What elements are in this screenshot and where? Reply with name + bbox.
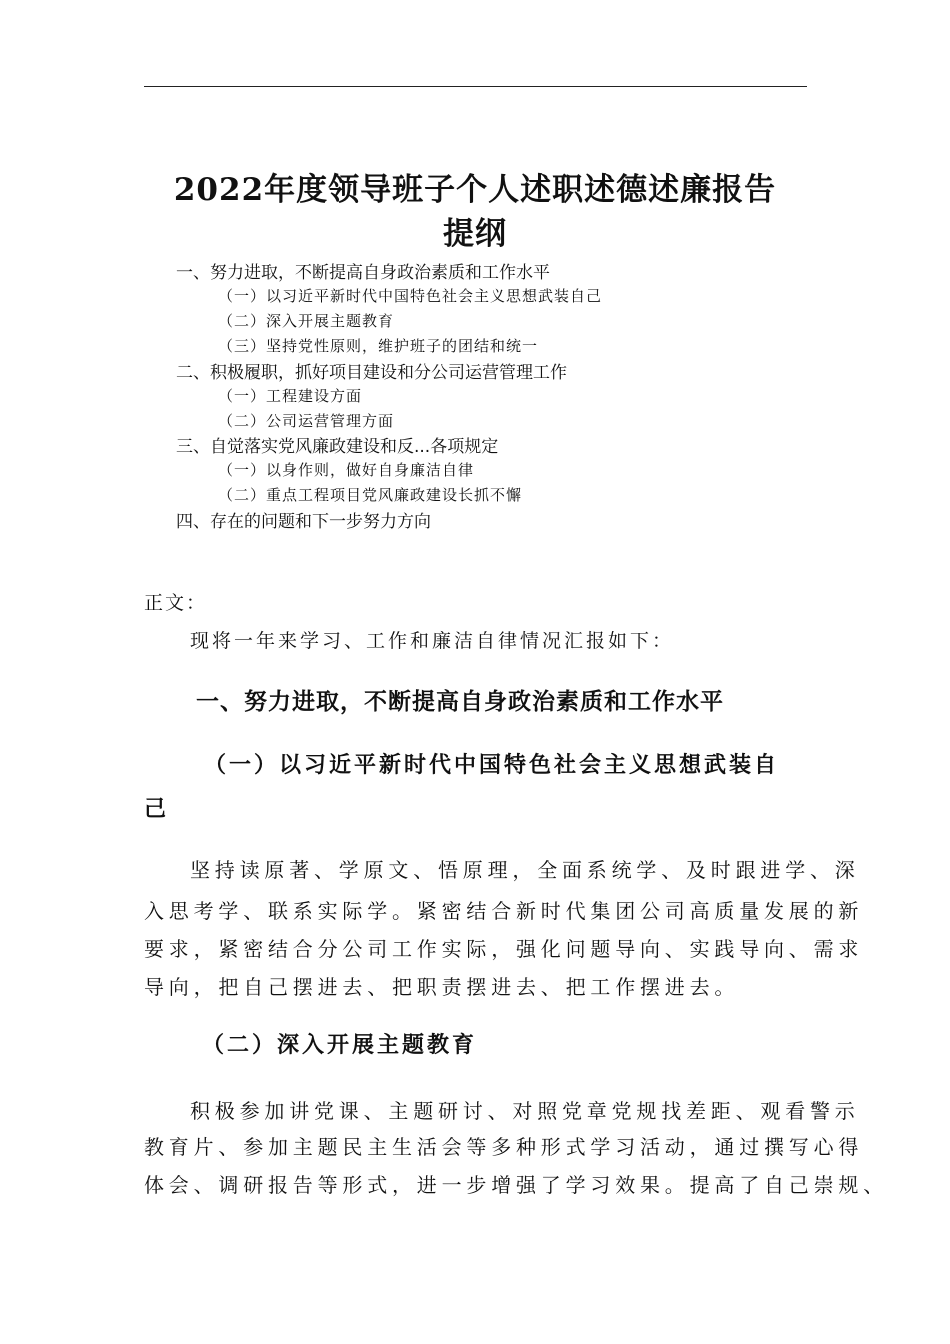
subsection-heading: （二）深入开展主题教育 (202, 1032, 478, 1058)
outline-item: （二）深入开展主题教育 (218, 312, 395, 330)
paragraph-line: 要求，紧密结合分公司工作实际，强化问题导向、实践导向、需求 (144, 937, 864, 961)
paragraph-line: 积极参加讲党课、主题研讨、对照党章党规找差距、观看警示 (190, 1099, 860, 1123)
body-label: 正文： (144, 592, 208, 614)
paragraph-line: 教育片、参加主题民主生活会等多种形式学习活动，通过撰写心得 (144, 1135, 864, 1159)
outline-item: 三、自觉落实党风廉政建设和反...各项规定 (176, 437, 499, 457)
outline-item: 一、努力进取，不断提高自身政治素质和工作水平 (176, 263, 550, 283)
header-rule (144, 86, 807, 87)
paragraph-line: 导向，把自己摆进去、把职责摆进去、把工作摆进去。 (144, 975, 740, 999)
outline-item: 二、积极履职，抓好项目建设和分公司运营管理工作 (176, 363, 567, 383)
outline-item: 四、存在的问题和下一步努力方向 (176, 512, 431, 532)
outline-item: （二）公司运营管理方面 (218, 412, 395, 430)
document-title-line2: 提纲 (443, 216, 507, 252)
outline-item: （一）以习近平新时代中国特色社会主义思想武装自己 (218, 287, 603, 305)
document-title: 2022年度领导班子个人述职述德述廉报告 (173, 172, 777, 208)
section-heading: 一、努力进取，不断提高自身政治素质和工作水平 (196, 689, 724, 715)
intro-paragraph: 现将一年来学习、工作和廉洁自律情况汇报如下： (190, 630, 675, 652)
paragraph-line: 坚持读原著、学原文、悟原理，全面系统学、及时跟进学、深 (190, 858, 860, 882)
paragraph-line: 体会、调研报告等形式，进一步增强了学习效果。提高了自己崇规、 (144, 1173, 888, 1197)
subsection-heading: （一）以习近平新时代中国特色社会主义思想武装自 (204, 752, 780, 778)
outline-item: （一）以身作则，做好自身廉洁自律 (218, 461, 475, 479)
outline-item: （三）坚持党性原则，维护班子的团结和统一 (218, 337, 539, 355)
paragraph-line: 入思考学、联系实际学。紧密结合新时代集团公司高质量发展的新 (144, 899, 864, 923)
outline-item: （二）重点工程项目党风廉政建设长抓不懈 (218, 486, 523, 504)
subsection-heading-cont: 己 (144, 796, 170, 822)
outline-item: （一）工程建设方面 (218, 387, 363, 405)
